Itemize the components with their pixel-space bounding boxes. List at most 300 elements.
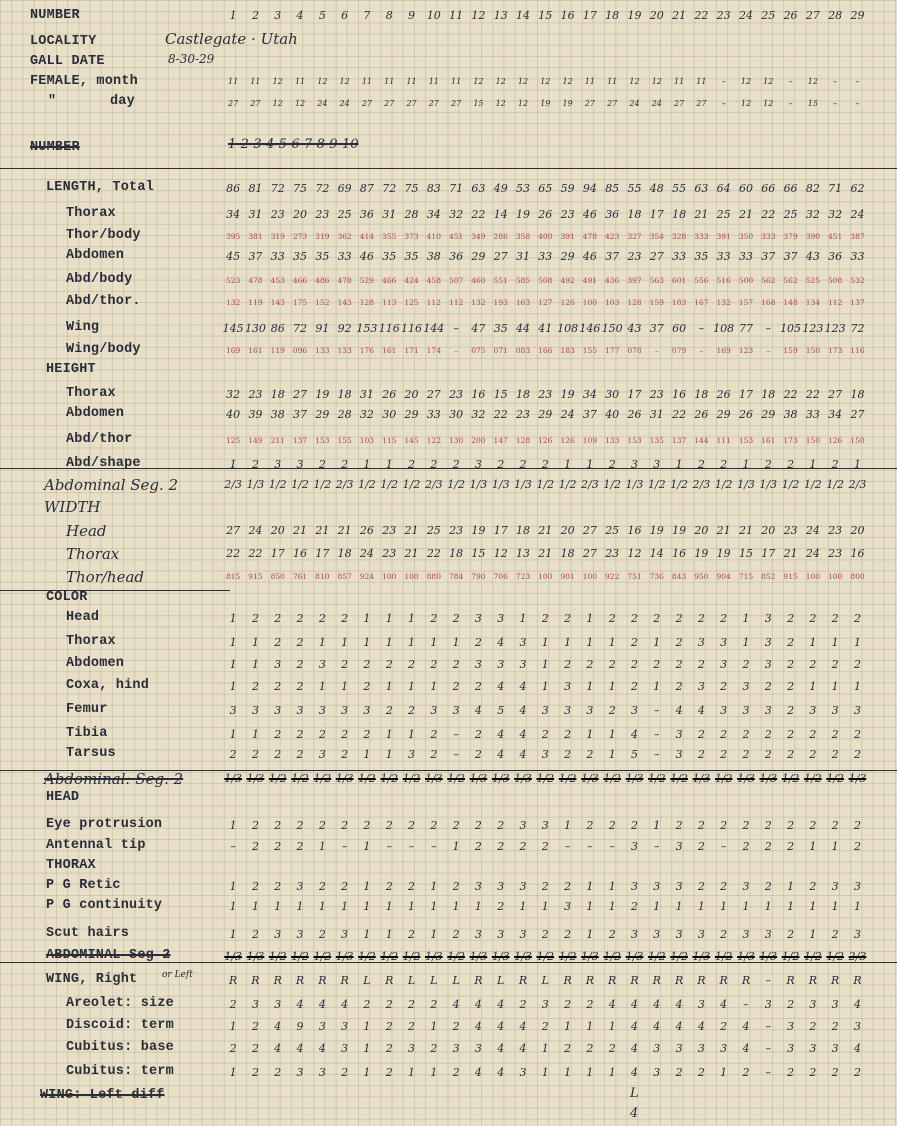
length-total-values (222, 181, 869, 197)
abd-thor-cell: 163 (515, 298, 531, 307)
eye-protrusion-cell: 3 (519, 819, 527, 832)
width-thorax-cell: 21 (404, 547, 419, 560)
color-tarsus-cell: 1 (385, 748, 393, 761)
color-thorax-cell: 2 (787, 636, 795, 649)
abdominal-seg2-cell: 1/2 (536, 478, 555, 491)
scut-hairs-cell: 3 (519, 928, 527, 941)
length-total-cell: 83 (426, 182, 441, 195)
eye-protrusion-cell: 2 (787, 819, 795, 832)
areolet-size-cell: 3 (764, 998, 772, 1011)
abd-seg2-caps-cell: 1/3 (224, 950, 242, 963)
antennal-tip-cell: 2 (474, 840, 482, 853)
wing-side-cell: R (563, 974, 572, 987)
abd-seg2-struck-cell: 1/2 (313, 772, 332, 785)
specimen-number-cell: 23 (716, 9, 731, 22)
abd-body-cell: 532 (850, 276, 865, 285)
abd-seg2-caps-cell: 1/2 (380, 950, 399, 963)
struck-wing-diff-label: WING: Left diff (40, 1088, 165, 1103)
abd-seg2-caps-cell: 1/3 (424, 950, 443, 963)
scut-hairs-cell: 2 (831, 928, 839, 941)
abd-shape-cell: 2 (720, 458, 728, 471)
female-day-cell: 27 (384, 99, 395, 108)
width-thorax-cell: 22 (248, 547, 263, 560)
wing-side-cell: R (229, 974, 238, 987)
height-abdomen-cell: 26 (627, 408, 642, 421)
cubitus-term-cell: 2 (831, 1066, 839, 1079)
specimen-number-cell: 10 (426, 9, 441, 22)
antennal-tip-values (222, 839, 869, 855)
height-abdomen-cell: 31 (649, 408, 664, 421)
thor-body-cell: 373 (404, 232, 419, 241)
wing-body-cell: 171 (404, 346, 419, 355)
cubitus-base-cell: 4 (318, 1042, 326, 1055)
color-thorax-cell: 1 (430, 636, 438, 649)
wing-side-cell: R (853, 974, 862, 987)
specimen-number-cell: 27 (805, 9, 820, 22)
female-day-cell: 19 (562, 99, 573, 108)
height-abdomen-cell: 33 (426, 408, 441, 421)
color-coxa-cell: 2 (764, 680, 772, 693)
discoid-term-cell: 4 (697, 1020, 705, 1033)
color-femur-cell: 2 (608, 704, 616, 717)
areolet-size-cell: 2 (363, 998, 371, 1011)
female-month-cell: 11 (696, 77, 707, 86)
width-thorax-cell: 18 (560, 547, 575, 560)
female-month-cell: 12 (540, 77, 551, 86)
scut-hairs-cell: 3 (341, 928, 349, 941)
wing-body-cell: 096 (292, 346, 308, 355)
antennal-tip-cell: 2 (519, 840, 527, 853)
specimen-number-cell: 25 (761, 9, 776, 22)
thor-head-cell: 850 (270, 572, 285, 581)
antennal-tip-cell: – (408, 840, 415, 853)
cubitus-term-cell: 2 (274, 1066, 282, 1079)
abd-shape-cell: 2 (408, 458, 416, 471)
color-femur-cell: 3 (452, 704, 460, 717)
abd-shape-label: Abd/shape (66, 456, 141, 471)
discoid-term-cell: 4 (474, 1020, 482, 1033)
abdomen-len-cell: 46 (359, 250, 374, 263)
wing-cell: 91 (315, 322, 330, 335)
female-month-cell: 12 (473, 77, 484, 86)
female-day-cell: 24 (339, 99, 350, 108)
color-abdomen-cell: 2 (809, 658, 817, 671)
length-total-cell: 85 (605, 182, 620, 195)
female-month-cell: 11 (584, 77, 595, 86)
pg-continuity-cell: 1 (318, 900, 326, 913)
areolet-size-cell: 4 (853, 998, 861, 1011)
abd-thor-cell: 134 (805, 298, 821, 307)
cubitus-term-cell: 1 (408, 1066, 416, 1079)
cubitus-base-cell: 2 (385, 1042, 393, 1055)
height-abd-thor-cell: 111 (716, 436, 731, 445)
abdominal-seg2-cell: 1/3 (625, 478, 644, 491)
discoid-term-values (222, 1019, 869, 1035)
antennal-tip-cell: 1 (452, 840, 460, 853)
wing-cell: 92 (337, 322, 352, 335)
abd-thor-cell: 157 (738, 298, 754, 307)
wing-body-cell: 183 (560, 346, 575, 355)
length-total-cell: 86 (226, 182, 241, 195)
color-thorax-cell: 1 (653, 636, 661, 649)
areolet-size-cell: 2 (586, 998, 594, 1011)
thor-head-cell: 784 (448, 572, 464, 581)
height-abd-thor-cell: 150 (850, 436, 865, 445)
color-head-cell: 2 (564, 612, 572, 625)
height-abd-thor-cell: 126 (828, 436, 843, 445)
color-thorax-cell: 1 (452, 636, 460, 649)
wing-side-cell: R (295, 974, 305, 987)
color-head-cell: 3 (474, 612, 482, 625)
pg-continuity-cell: 1 (296, 900, 304, 913)
abd-seg2-struck-cell: 1/2 (268, 772, 287, 785)
cubitus-base-cell: 3 (809, 1042, 817, 1055)
height-thorax-cell: 27 (828, 388, 843, 401)
color-head-cell: 2 (296, 612, 304, 625)
scut-hairs-cell: 2 (787, 928, 795, 941)
color-femur-label: Femur (66, 702, 108, 717)
pg-continuity-cell: 1 (853, 900, 861, 913)
color-head-cell: 2 (720, 612, 728, 625)
female-month-cell: 11 (607, 77, 618, 86)
cubitus-term-cell: 2 (809, 1066, 817, 1079)
abdominal-seg2-cell: 1/3 (759, 478, 778, 491)
pg-continuity-cell: 1 (519, 900, 527, 913)
cubitus-base-cell: 3 (474, 1042, 482, 1055)
wing-cell: 44 (516, 322, 530, 335)
pg-retic-cell: 3 (519, 880, 527, 893)
female-day-cell: 27 (696, 99, 707, 108)
thor-head-cell: 100 (805, 572, 821, 581)
female-month-label: FEMALE, month (30, 74, 138, 89)
width-head-cell: 20 (694, 524, 709, 537)
eye-protrusion-cell: 2 (452, 819, 460, 832)
specimen-number-cell: 6 (341, 9, 349, 22)
abdomen-len-cell: 36 (828, 250, 843, 263)
pg-continuity-cell: 1 (474, 900, 482, 913)
abdominal-seg2-cell: 2/3 (692, 478, 711, 491)
abd-seg2-struck-cell: 1/2 (536, 772, 555, 785)
abd-thor-cell: 148 (783, 298, 798, 307)
length-total-cell: 63 (471, 182, 486, 195)
pg-retic-cell: 3 (653, 880, 661, 893)
female-day-row (222, 96, 869, 112)
width-head-cell: 20 (761, 524, 776, 537)
height-thorax-cell: 22 (805, 388, 820, 401)
height-abdomen-values (222, 407, 869, 423)
pg-retic-cell: 2 (809, 880, 817, 893)
abd-body-cell: 397 (627, 276, 642, 285)
color-tibia-cell: 2 (363, 728, 371, 741)
struck-number-label: NUMBER (30, 140, 80, 155)
specimen-number-cell: 28 (828, 9, 843, 22)
wing-cell: 41 (538, 322, 553, 335)
height-abd-thor-cell: 125 (225, 436, 241, 445)
abdominal-seg2-cell: 1/2 (380, 478, 399, 491)
width-thorax-values (222, 546, 869, 562)
color-thorax-cell: 1 (229, 636, 237, 649)
areolet-size-cell: 2 (430, 998, 438, 1011)
cubitus-term-cell: 2 (675, 1066, 683, 1079)
thor-body-cell: 319 (315, 232, 330, 241)
width-head-cell: 21 (337, 524, 352, 537)
abd-seg2-struck-cell: 1/2 (781, 772, 800, 785)
color-coxa-cell: 3 (564, 680, 572, 693)
female-day-cell: 12 (272, 99, 283, 108)
width-thorax-cell: 15 (471, 547, 486, 560)
wing-body-cell: 176 (359, 346, 375, 355)
pg-continuity-cell: 1 (408, 900, 416, 913)
thor-body-cell: 354 (649, 232, 664, 241)
thor-body-cell: 387 (850, 232, 865, 241)
cubitus-term-cell: 2 (787, 1066, 795, 1079)
width-thorax-cell: 24 (359, 547, 374, 560)
female-month-cell: 11 (428, 77, 439, 86)
female-day-cell: 12 (517, 99, 529, 108)
wing-body-cell: – (699, 346, 704, 355)
specimen-number-cell: 29 (850, 9, 865, 22)
color-head-cell: 2 (452, 612, 460, 625)
color-abdomen-cell: 2 (853, 658, 861, 671)
abd-body-cell: 466 (292, 276, 308, 285)
scut-hairs-cell: 3 (497, 928, 505, 941)
color-head-cell: 2 (675, 612, 683, 625)
height-thorax-cell: 17 (738, 388, 753, 401)
abd-shape-cell: 1 (853, 458, 861, 471)
abdomen-len-cell: 33 (672, 250, 687, 263)
abd-seg2-caps-cell: 1/3 (491, 950, 510, 963)
female-day-cell: 27 (451, 99, 462, 108)
abd-shape-cell: 2 (318, 458, 326, 471)
height-thorax-cell: 22 (783, 388, 798, 401)
discoid-term-cell: 1 (430, 1020, 438, 1033)
abd-body-cell: 478 (337, 276, 352, 285)
abdomen-len-cell: 37 (605, 250, 620, 263)
abdomen-len-cell: 33 (716, 250, 731, 263)
thor-head-label: Thor/head (66, 568, 145, 586)
color-femur-cell: 2 (787, 704, 795, 717)
height-abd-thor-cell: 122 (426, 436, 441, 445)
cubitus-term-cell: 3 (318, 1066, 326, 1079)
wing-body-cell: 079 (671, 346, 687, 355)
abd-body-cell: 492 (560, 276, 575, 285)
color-coxa-cell: 1 (653, 680, 661, 693)
height-thorax-cell: 23 (449, 388, 464, 401)
width-thorax-cell: 14 (649, 547, 664, 560)
wing-cell: 86 (270, 322, 285, 335)
color-head-cell: 1 (385, 612, 393, 625)
thor-body-cell: 451 (828, 232, 843, 241)
thor-body-cell: 379 (783, 232, 798, 241)
height-abd-thor-cell: 149 (248, 436, 263, 445)
female-day-cell: 27 (607, 99, 618, 108)
abd-body-cell: 424 (404, 276, 419, 285)
abd-shape-cell: 2 (497, 458, 505, 471)
abdomen-len-cell: 46 (582, 250, 597, 263)
color-abdomen-cell: 3 (764, 658, 772, 671)
abd-thor-cell: 167 (694, 298, 709, 307)
wing-side-cell: R (385, 974, 394, 987)
abd-seg2-struck-cell: 1/2 (603, 772, 622, 785)
areolet-size-cell: 4 (630, 998, 638, 1011)
discoid-term-cell: 2 (809, 1020, 817, 1033)
color-tibia-cell: 2 (274, 728, 282, 741)
color-tarsus-cell: 3 (408, 748, 416, 761)
color-thorax-cell: 1 (318, 636, 326, 649)
color-head-cell: 1 (229, 612, 237, 625)
pg-retic-cell: 3 (675, 880, 683, 893)
abd-seg2-caps-cell: 1/2 (402, 950, 421, 963)
pg-continuity-cell: 1 (385, 900, 393, 913)
color-femur-cell: 3 (541, 704, 549, 717)
abdominal-seg2-cell: 1/3 (246, 478, 265, 491)
abdominal-seg2-cell: 1/2 (447, 478, 465, 491)
color-tarsus-cell: 2 (251, 748, 259, 761)
wing-cell: 35 (493, 322, 508, 335)
wing-cell: 144 (423, 322, 445, 335)
pg-continuity-cell: 1 (764, 900, 772, 913)
abd-body-values (222, 273, 869, 289)
color-head-cell: 1 (586, 612, 594, 625)
specimen-number-cell: 5 (318, 9, 326, 22)
abd-shape-cell: 2 (452, 458, 460, 471)
color-head-cell: 1 (519, 612, 527, 625)
color-femur-cell: 4 (519, 704, 527, 717)
specimen-number-cell: 21 (672, 9, 687, 22)
width-head-cell: 23 (828, 524, 843, 537)
abd-shape-cell: 2 (764, 458, 772, 471)
abd-seg2-struck-cell: 1/2 (670, 772, 688, 785)
height-abdomen-cell: 32 (359, 408, 374, 421)
abd-seg2-caps-cell: 1/2 (268, 950, 287, 963)
thorax-len-cell: 21 (738, 208, 753, 221)
color-coxa-cell: 2 (630, 680, 638, 693)
female-month-cell: 11 (673, 77, 685, 86)
abdomen-len-cell: 33 (738, 250, 753, 263)
female-day-cell: 24 (629, 99, 640, 108)
color-coxa-cell: 2 (296, 680, 304, 693)
discoid-term-cell: 1 (363, 1020, 371, 1033)
width-thorax-cell: 18 (337, 547, 352, 560)
abd-thor-cell: 143 (337, 298, 352, 307)
antennal-tip-cell: 2 (742, 840, 750, 853)
thor-body-cell: 333 (694, 232, 709, 241)
thorax-len-cell: 31 (248, 208, 263, 221)
height-abdomen-cell: 22 (672, 408, 687, 421)
abd-thor-cell: 112 (426, 298, 441, 307)
width-head-cell: 20 (270, 524, 285, 537)
height-thorax-values (222, 387, 869, 403)
discoid-term-cell: 4 (274, 1020, 282, 1033)
female-day-cell: 15 (473, 99, 484, 108)
height-abdomen-cell: 33 (805, 408, 820, 421)
abd-body-cell: 508 (828, 276, 843, 285)
abdomen-len-cell: 27 (649, 250, 664, 263)
cubitus-term-cell: 2 (697, 1066, 705, 1079)
color-tibia-cell: 1 (251, 728, 259, 741)
abdomen-len-cell: 35 (694, 250, 709, 263)
abdominal-seg2-cell: 2/3 (424, 478, 443, 491)
antennal-tip-cell: 3 (675, 840, 683, 853)
thorax-len-cell: 46 (582, 208, 597, 221)
abd-seg2-struck-cell: 1/3 (692, 772, 711, 785)
abdomen-len-cell: 31 (516, 250, 530, 263)
eye-protrusion-cell: 2 (318, 819, 326, 832)
pg-retic-cell: 1 (229, 880, 237, 893)
eye-protrusion-cell: 2 (831, 819, 839, 832)
abdominal-seg2-label: Abdominal Seg. 2 (44, 476, 179, 494)
pg-continuity-cell: 1 (430, 900, 438, 913)
pg-continuity-cell: 1 (541, 900, 549, 913)
abd-seg2-caps-cell: 1/2 (647, 950, 666, 963)
wing-body-cell: 177 (605, 346, 620, 355)
cubitus-base-cell: 2 (251, 1042, 259, 1055)
areolet-size-label: Areolet: size (66, 996, 174, 1011)
color-femur-cell: 3 (251, 704, 259, 717)
thor-head-cell: 922 (605, 572, 620, 581)
specimen-number-cell: 20 (649, 9, 664, 22)
width-label: WIDTH (44, 498, 101, 516)
specimen-number-cell: 11 (449, 9, 464, 22)
number-label: NUMBER (30, 8, 80, 23)
color-tibia-cell: 2 (742, 728, 750, 741)
pg-continuity-cell: 1 (720, 900, 728, 913)
thorax-len-cell: 31 (382, 208, 397, 221)
pg-retic-cell: 2 (318, 880, 326, 893)
eye-protrusion-cell: 2 (341, 819, 349, 832)
abd-seg2-struck-cell: 1/3 (246, 772, 265, 785)
wing-cell: 108 (557, 322, 579, 335)
width-head-cell: 23 (783, 524, 798, 537)
length-total-cell: 94 (582, 182, 597, 195)
thorax-len-cell: 25 (783, 208, 798, 221)
female-month-cell: 12 (740, 77, 752, 86)
abd-thor-values (222, 295, 869, 311)
color-coxa-cell: 2 (363, 680, 371, 693)
color-coxa-cell: 1 (408, 680, 416, 693)
width-head-cell: 27 (226, 524, 241, 537)
scut-hairs-label: Scut hairs (46, 926, 130, 941)
abd-seg2-caps-cell: 2/3 (848, 950, 867, 963)
abd-seg2-caps-cell: 1/2 (358, 950, 376, 963)
pg-continuity-cell: 1 (653, 900, 661, 913)
cubitus-base-cell: – (765, 1042, 772, 1055)
discoid-term-cell: 1 (608, 1020, 616, 1033)
color-tibia-cell: 2 (341, 728, 349, 741)
areolet-size-cell: 4 (452, 998, 460, 1011)
color-tarsus-cell: 3 (318, 748, 326, 761)
color-abdomen-values (222, 657, 869, 673)
thor-body-cell: 286 (493, 232, 508, 241)
discoid-term-cell: 2 (452, 1020, 460, 1033)
antennal-tip-cell: 2 (497, 840, 505, 853)
discoid-term-cell: 3 (341, 1020, 349, 1033)
abd-thor-cell: 126 (560, 298, 575, 307)
width-head-cell: 20 (850, 524, 865, 537)
pg-retic-cell: 1 (586, 880, 594, 893)
abd-seg2-caps-cell: 1/2 (781, 950, 800, 963)
discoid-term-cell: 1 (564, 1020, 572, 1033)
areolet-size-cell: – (743, 998, 749, 1011)
length-total-cell: 59 (560, 182, 575, 195)
thor-body-cell: 358 (515, 232, 531, 241)
width-head-cell: 21 (293, 524, 308, 537)
female-month-cell: 12 (629, 77, 640, 86)
color-abdomen-cell: 3 (497, 658, 505, 671)
length-total-cell: 69 (337, 182, 352, 195)
pg-continuity-cell: 1 (586, 900, 594, 913)
areolet-size-cell: 4 (608, 998, 616, 1011)
